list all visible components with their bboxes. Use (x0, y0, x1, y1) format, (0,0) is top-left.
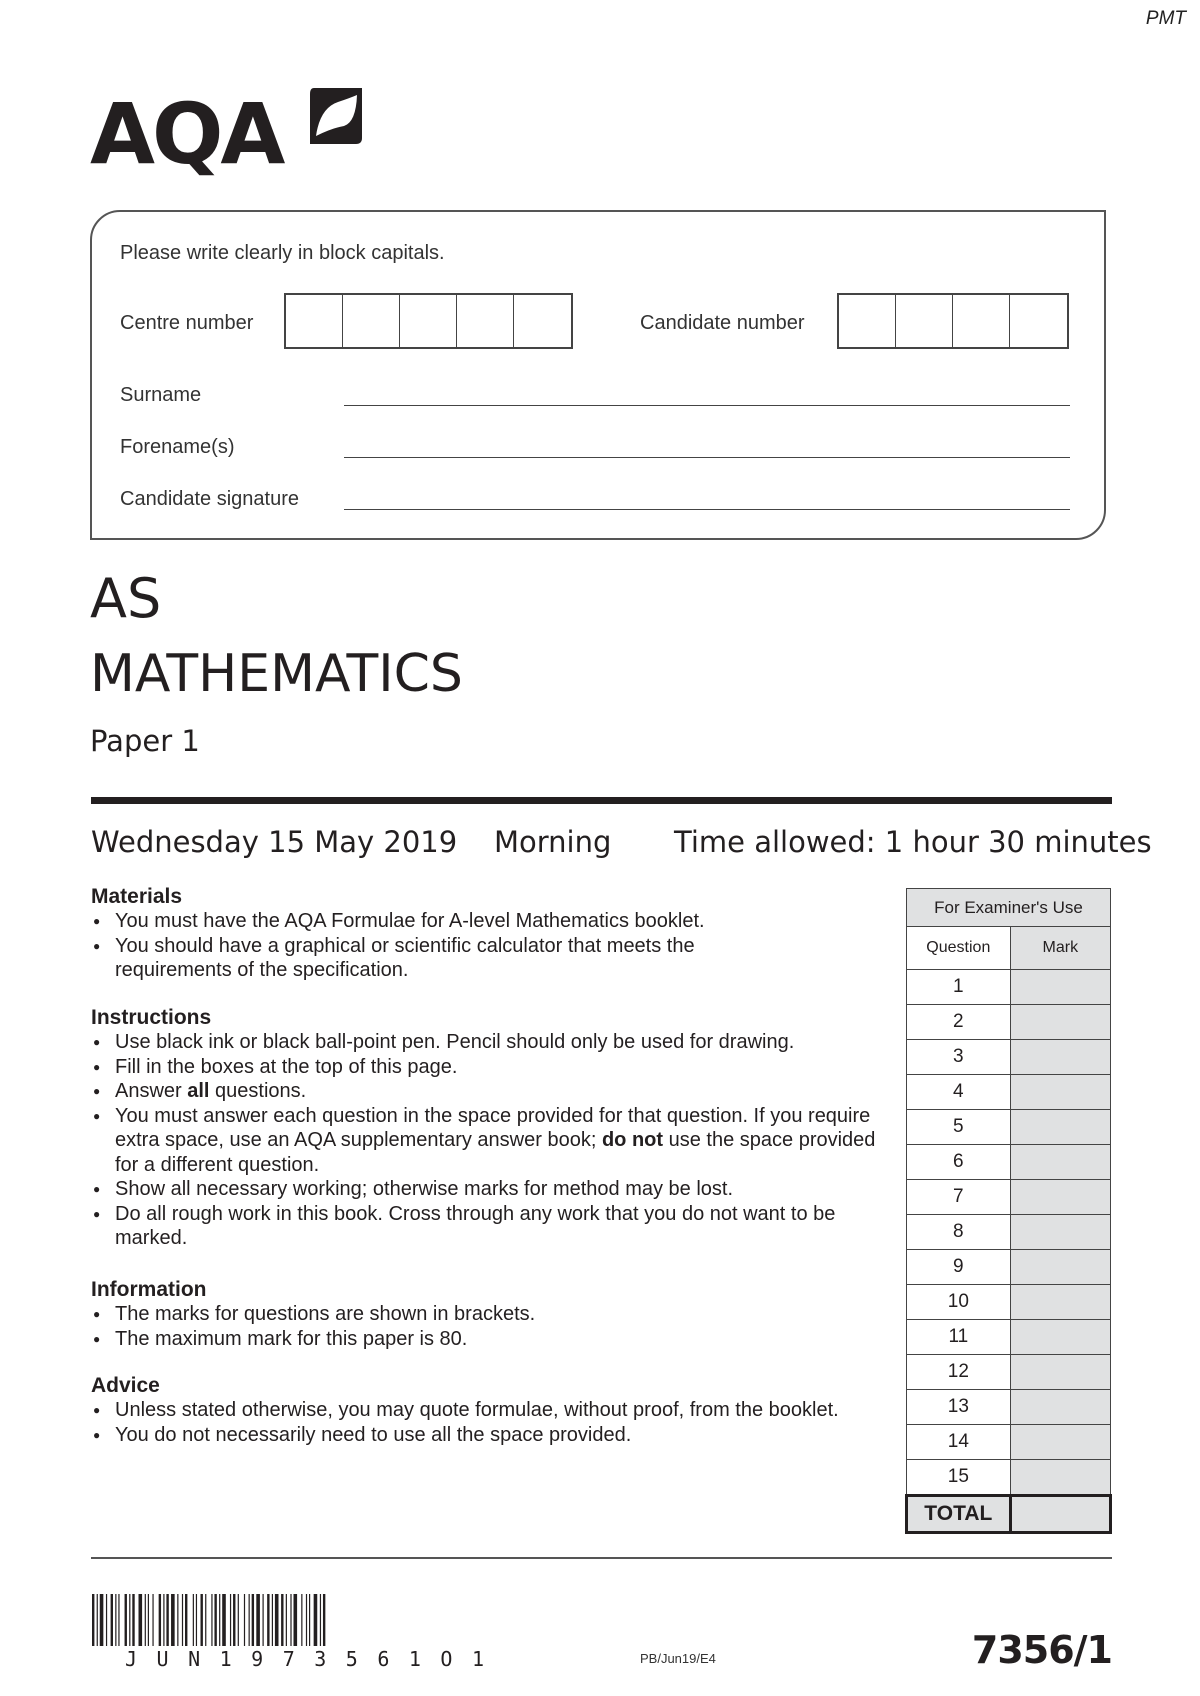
mark-cell (1010, 1285, 1110, 1320)
question-number: 11 (907, 1320, 1011, 1355)
examiner-row (907, 1250, 1111, 1285)
mark-column-header: Mark (1010, 927, 1110, 970)
instructions-item: ● Show all necessary working; otherwise marks for method may be lost. (91, 1177, 891, 1202)
digit-box[interactable] (286, 295, 343, 347)
logo-text: AQA (90, 85, 283, 183)
question-number: 9 (907, 1250, 1011, 1285)
digit-box[interactable] (343, 295, 400, 347)
information-item: ● The marks for questions are shown in brackets. (91, 1302, 891, 1327)
examiner-table-title: For Examiner's Use (907, 889, 1111, 927)
mark-cell (1010, 1005, 1110, 1040)
block-capitals-instruction: Please write clearly in block capitals. (120, 242, 445, 264)
question-number: 14 (907, 1425, 1011, 1460)
mark-cell (1010, 1250, 1110, 1285)
examiner-row (907, 1390, 1111, 1425)
digit-box[interactable] (514, 295, 571, 347)
information-item: ● The maximum mark for this paper is 80. (91, 1327, 891, 1352)
examiner-row (907, 1040, 1111, 1075)
digit-box[interactable] (400, 295, 457, 347)
time-allowed: Time allowed: 1 hour 30 minutes (674, 825, 1152, 859)
advice-section (91, 1374, 891, 1447)
instructions-item: ● Fill in the boxes at the top of this page. (91, 1055, 891, 1080)
advice-item: ● Unless stated otherwise, you may quote formulae, without proof, from the booklet. (91, 1398, 875, 1423)
materials-heading: Materials (91, 885, 183, 908)
materials-item: ● You should have a graphical or scientific calculator that meets the requirements of the specification. (91, 934, 805, 983)
materials-item: ● You must have the AQA Formulae for A-level Mathematics booklet. (91, 909, 891, 934)
examiner-row (907, 1355, 1111, 1390)
digit-box[interactable] (1010, 295, 1067, 347)
subject-title: MATHEMATICS (90, 644, 463, 704)
examiner-row (907, 1285, 1111, 1320)
total-label: TOTAL (907, 1496, 1011, 1533)
question-number: 1 (907, 970, 1011, 1005)
advice-item: ● You do not necessarily need to use all the space provided. (91, 1423, 891, 1448)
information-section (91, 1278, 891, 1351)
mark-cell (1010, 1390, 1110, 1425)
question-number: 8 (907, 1215, 1011, 1250)
forenames-label: Forename(s) (120, 436, 235, 458)
signature-field[interactable] (344, 509, 1070, 510)
examiner-row (907, 1005, 1111, 1040)
exam-date: Wednesday 15 May 2019 (91, 825, 458, 859)
question-number: 6 (907, 1145, 1011, 1180)
question-number: 3 (907, 1040, 1011, 1075)
examiner-use-table (905, 888, 1112, 1534)
digit-box[interactable] (839, 295, 896, 347)
mark-cell (1010, 1110, 1110, 1145)
question-number: 4 (907, 1075, 1011, 1110)
question-column-header: Question (907, 927, 1011, 970)
aqa-logo (90, 85, 362, 184)
advice-heading: Advice (91, 1374, 160, 1397)
centre-number-input[interactable] (284, 293, 573, 349)
examiner-row (907, 1425, 1111, 1460)
materials-section (91, 885, 891, 983)
corner-mark: PMT (1145, 8, 1186, 29)
mark-cell (1010, 1215, 1110, 1250)
paper-code: 7356/1 (971, 1628, 1112, 1672)
candidate-number-label: Candidate number (640, 312, 805, 334)
barcode-text: JUN1973561O1 (125, 1647, 504, 1671)
mark-cell (1010, 970, 1110, 1005)
instructions-item: ● Use black ink or black ball-point pen. Pencil should only be used for drawing. (91, 1030, 891, 1055)
barcode (92, 1594, 472, 1646)
paper-number: Paper 1 (90, 724, 200, 758)
mark-cell (1010, 1180, 1110, 1215)
exam-session: Morning (494, 825, 612, 859)
surname-label: Surname (120, 384, 202, 406)
question-number: 5 (907, 1110, 1011, 1145)
digit-box[interactable] (953, 295, 1010, 347)
examiner-row (907, 1110, 1111, 1145)
mark-cell (1010, 1355, 1110, 1390)
leaf-icon (310, 88, 362, 144)
digit-box[interactable] (896, 295, 953, 347)
question-number: 10 (907, 1285, 1011, 1320)
question-number: 13 (907, 1390, 1011, 1425)
print-code: PB/Jun19/E4 (640, 1651, 716, 1666)
examiner-row (907, 970, 1111, 1005)
question-number: 2 (907, 1005, 1011, 1040)
digit-box[interactable] (457, 295, 514, 347)
examiner-row (907, 1145, 1111, 1180)
examiner-row (907, 1215, 1111, 1250)
question-number: 12 (907, 1355, 1011, 1390)
examiner-row (907, 1460, 1111, 1496)
candidate-details-box (90, 210, 1106, 540)
divider-thin (91, 1557, 1112, 1559)
mark-cell (1010, 1320, 1110, 1355)
centre-number-label: Centre number (120, 312, 254, 334)
divider-thick (91, 797, 1112, 804)
instructions-item: ● Answer all questions. (91, 1079, 891, 1104)
candidate-number-input[interactable] (837, 293, 1069, 349)
surname-field[interactable] (344, 405, 1070, 406)
mark-cell (1010, 1040, 1110, 1075)
mark-cell (1010, 1425, 1110, 1460)
examiner-row (907, 1180, 1111, 1215)
instructions-item: ● Do all rough work in this book. Cross through any work that you do not want to be marked. (91, 1202, 895, 1251)
instructions-heading: Instructions (91, 1006, 212, 1029)
qualification-level: AS (90, 567, 162, 630)
instructions-item: ● You must answer each question in the space provided for that question. If you require extra space, use an AQA supplementary answer book; do not use the space provided for a different question. (91, 1104, 885, 1178)
examiner-row (907, 1320, 1111, 1355)
mark-cell (1010, 1145, 1110, 1180)
examiner-row (907, 1075, 1111, 1110)
instructions-section (91, 1006, 891, 1251)
mark-cell (1010, 1075, 1110, 1110)
information-heading: Information (91, 1278, 207, 1301)
signature-label: Candidate signature (120, 488, 300, 510)
question-number: 15 (907, 1460, 1011, 1496)
forenames-field[interactable] (344, 457, 1070, 458)
mark-cell (1010, 1460, 1110, 1496)
question-number: 7 (907, 1180, 1011, 1215)
total-mark-cell (1010, 1496, 1110, 1533)
